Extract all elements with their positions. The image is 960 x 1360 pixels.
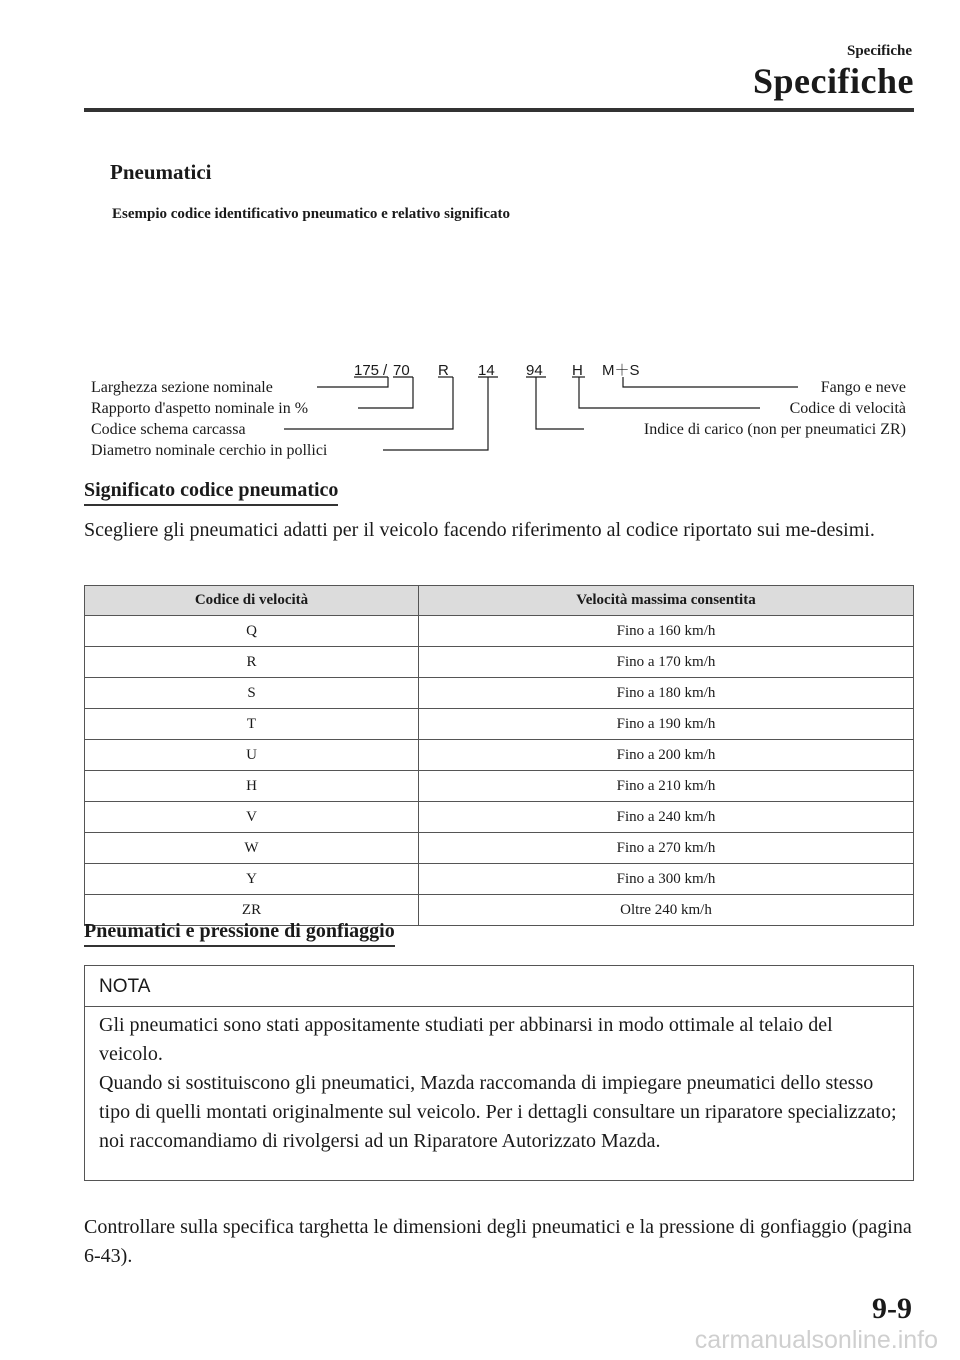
label-speed: Codice di velocità (789, 400, 906, 417)
example-title: Esempio codice identificativo pneumatico e relativo significato (112, 206, 511, 222)
section-title: Pneumatici (110, 160, 212, 184)
table-row (85, 802, 914, 833)
speed-code: T (85, 709, 419, 740)
note-paragraph: Quando si sostituiscono gli pneumatici, Mazda raccomanda di impiegare pneumatici dello stesso tipo di quelli montati originalmente sul veicolo. Per i dettagli consultare un riparatore specializzato; noi raccomandiamo di rivolgersi ad un Riparatore Autorizzato Mazda. (99, 1072, 897, 1152)
code-construction: R (438, 362, 449, 379)
code-mud-snow: M＋S (602, 362, 640, 379)
table-row (85, 864, 914, 895)
max-speed: Fino a 160 km/h (419, 616, 914, 647)
label-load: Indice di carico (non per pneumatici ZR) (643, 421, 906, 438)
table-row (85, 647, 914, 678)
table-row (85, 740, 914, 771)
label-construction: Codice schema carcassa (91, 421, 246, 438)
leader-lines (284, 377, 798, 450)
max-speed: Fino a 300 km/h (419, 864, 914, 895)
speed-table (84, 585, 914, 926)
code-width: 175 (354, 362, 380, 379)
label-ratio: Rapporto d'aspetto nominale in % (91, 400, 309, 417)
table-header-speed: Velocità massima consentita (419, 586, 914, 616)
speed-code: U (85, 740, 419, 771)
label-width: Larghezza sezione nominale (91, 379, 273, 396)
speed-code: R (85, 647, 419, 678)
meaning-heading: Significato codice pneumatico (84, 479, 338, 506)
table-header-row (85, 586, 914, 616)
speed-code: W (85, 833, 419, 864)
pressure-text: Controllare sulla specifica targhetta le dimensioni degli pneumatici e la pressione di gonfiaggio (pagina 6-43). (84, 1216, 912, 1267)
code-rim: 14 (478, 362, 495, 379)
code-load: 94 (526, 362, 543, 379)
max-speed: Fino a 210 km/h (419, 771, 914, 802)
header-section-small: Specifiche (847, 43, 912, 59)
note-title: NOTA (85, 966, 913, 1007)
label-rim: Diametro nominale cerchio in pollici (91, 442, 328, 459)
note-body (85, 1007, 913, 1156)
max-speed: Oltre 240 km/h (419, 895, 914, 926)
max-speed: Fino a 170 km/h (419, 647, 914, 678)
max-speed: Fino a 240 km/h (419, 802, 914, 833)
meaning-text: Scegliere gli pneumatici adatti per il veicolo facendo riferimento al codice riportato sui me-desimi. (84, 519, 875, 541)
speed-code: Q (85, 616, 419, 647)
table-row (85, 771, 914, 802)
note-box (84, 965, 914, 1181)
table-header-code: Codice di velocità (85, 586, 419, 616)
speed-code: V (85, 802, 419, 833)
speed-code: S (85, 678, 419, 709)
max-speed: Fino a 270 km/h (419, 833, 914, 864)
table-row (85, 833, 914, 864)
pressure-heading: Pneumatici e pressione di gonfiaggio (84, 920, 395, 947)
note-paragraph: Gli pneumatici sono stati appositamente studiati per abbinarsi in modo ottimale al telaio del veicolo. (99, 1014, 833, 1065)
speed-code: H (85, 771, 419, 802)
header-section-title: Specifiche (753, 61, 914, 101)
table-row (85, 616, 914, 647)
label-mud-snow: Fango e neve (820, 379, 906, 396)
watermark: carmanualsonline.info (694, 1326, 938, 1354)
max-speed: Fino a 190 km/h (419, 709, 914, 740)
speed-code: Y (85, 864, 419, 895)
page-number: 9-9 (872, 1292, 912, 1325)
header-rule (84, 108, 914, 112)
speed-code: ZR (85, 895, 419, 926)
tyre-code-diagram (0, 340, 960, 470)
table-row (85, 678, 914, 709)
max-speed: Fino a 200 km/h (419, 740, 914, 771)
code-slash: / (383, 362, 388, 379)
max-speed: Fino a 180 km/h (419, 678, 914, 709)
code-speed: H (572, 362, 583, 379)
code-ratio: 70 (393, 362, 410, 379)
table-row (85, 709, 914, 740)
